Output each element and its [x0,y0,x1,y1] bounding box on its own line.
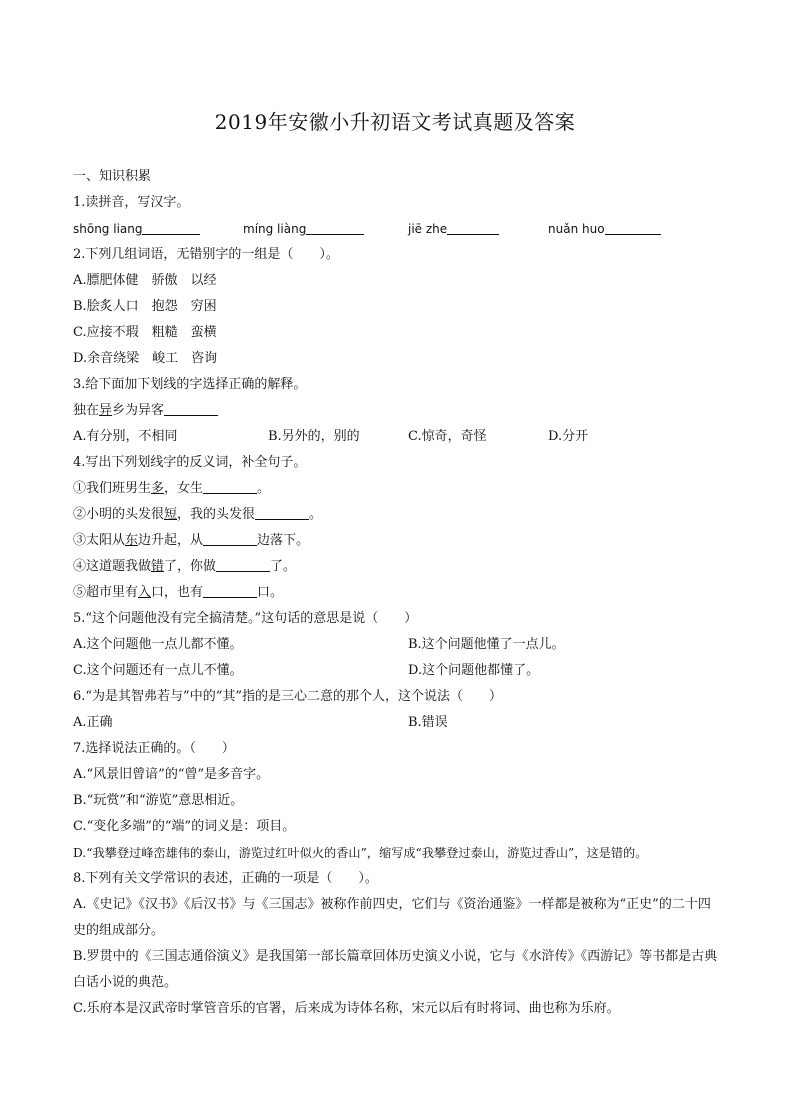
question-5-stem: 5.“这个问题他没有完全搞清楚。”这句话的意思是说（ ） [73,611,418,626]
question-6-options-row [73,710,723,736]
answer-blank[interactable] [447,220,499,235]
question-3-phrase: 独在异乡为异客 [73,398,723,424]
question-4-item: ⑤超市里有入口，也有 口。 [73,585,284,600]
answer-blank[interactable] [216,557,270,572]
question-8-option-b: B.罗贯中的《三国志通俗演义》是我国第一部长篇章回体历史演义小说，它与《水浒传》《西游记》等书都是古典白话小说的典范。 [73,949,718,990]
question-7-option-c: C.“变化多端”的“端”的词义是：项目。 [73,819,296,834]
question-2-option-c: C.应接不瑕 粗糙 蛮横 [73,325,217,340]
answer-blank[interactable] [203,583,257,598]
question-7-option-b: B.“玩赏”和“游览”意思相近。 [73,793,244,808]
underlined-char: 错 [151,559,165,574]
answer-blank[interactable] [255,505,309,520]
question-4-item: ④这道题我做错了，你做 了。 [73,559,297,574]
question-1-pinyin-row [73,216,723,242]
underlined-char: 异 [99,403,113,418]
question-5-option-d: D.这个问题他都懂了。 [408,663,540,678]
question-5-option-a: A.这个问题他一点儿都不懂。 [73,637,243,652]
section-heading: 一、知识积累 [73,169,152,184]
question-8-option-a: A.《史记》《汉书》《后汉书》与《三国志》被称作前四史，它们与《资治通鉴》一样都是被称为“正史”的二十四史的组成部分。 [73,897,711,938]
question-2-option-a: A.膘肥体健 骄傲 以经 [73,273,217,288]
question-3-option-b: B.另外的，别的 [268,429,360,444]
question-2-stem: 2.下列几组词语，无错别字的一组是（ ）。 [73,247,339,262]
question-6-stem: 6.“为是其智弗若与”中的“其”指的是三心二意的那个人，这个说法（ ） [73,689,502,704]
answer-blank[interactable] [605,220,661,235]
question-3-stem: 3.给下面加下划线的字选择正确的解释。 [73,377,307,392]
question-7-stem: 7.选择说法正确的。（ ） [73,741,235,756]
answer-blank[interactable] [142,220,200,235]
page-title: 2019年安徽小升初语文考试真题及答案 [214,110,576,134]
question-5-option-b: B.这个问题他懂了一点儿。 [408,637,565,652]
question-4-stem: 4.写出下列划线字的反义词，补全句子。 [73,455,307,470]
underlined-char: 短 [164,507,178,522]
document-body [73,164,723,1022]
question-8-option-c: C.乐府本是汉武帝时掌管音乐的官署，后来成为诗体名称，宋元以后有时将词、曲也称为乐府。 [73,1001,620,1016]
underlined-char: 多 [151,481,165,496]
question-6-option-a: A.正确 [73,715,113,730]
answer-blank[interactable] [164,401,218,416]
question-5-options-row [73,632,723,658]
question-8-stem: 8.下列有关文学常识的表述，正确的一项是（ ）。 [73,871,378,886]
answer-blank[interactable] [203,479,257,494]
pinyin-item: shōng liang [73,216,200,242]
answer-blank[interactable] [203,531,257,546]
pinyin-item: jiē zhe [408,216,499,242]
pinyin-item: nuǎn huo [548,216,661,242]
question-3-option-a: A.有分别，不相同 [73,429,178,444]
question-5-option-c: C.这个问题还有一点儿不懂。 [73,663,243,678]
question-6-option-b: B.错误 [408,715,448,730]
question-4-item: ①我们班男生多，女生 。 [73,481,271,496]
question-3-option-c: C.惊奇，奇怪 [408,429,487,444]
underlined-char: 入 [138,585,152,600]
question-2-option-d: D.余音绕梁 峻工 咨询 [73,351,218,366]
question-3-option-d: D.分开 [548,429,589,444]
question-1-stem: 1.读拼音，写汉字。 [73,195,190,210]
answer-blank[interactable] [306,220,364,235]
question-2-option-b: B.脍炙人口 抱怨 穷困 [73,299,217,314]
pinyin-item: míng liàng [243,216,364,242]
question-5-options-row [73,658,723,684]
underlined-char: 东 [125,533,139,548]
question-4-item: ③太阳从东边升起，从 边落下。 [73,533,310,548]
question-4-item: ②小明的头发很短，我的头发很 。 [73,507,323,522]
question-3-options [73,424,723,450]
question-7-option-d: D.“我攀登过峰峦雄伟的泰山，游览过红叶似火的香山”，缩写成“我攀登过泰山，游览过香山”，这是错的。 [73,846,648,860]
question-7-option-a: A.“风景旧曾谙”的“曾”是多音字。 [73,767,270,782]
